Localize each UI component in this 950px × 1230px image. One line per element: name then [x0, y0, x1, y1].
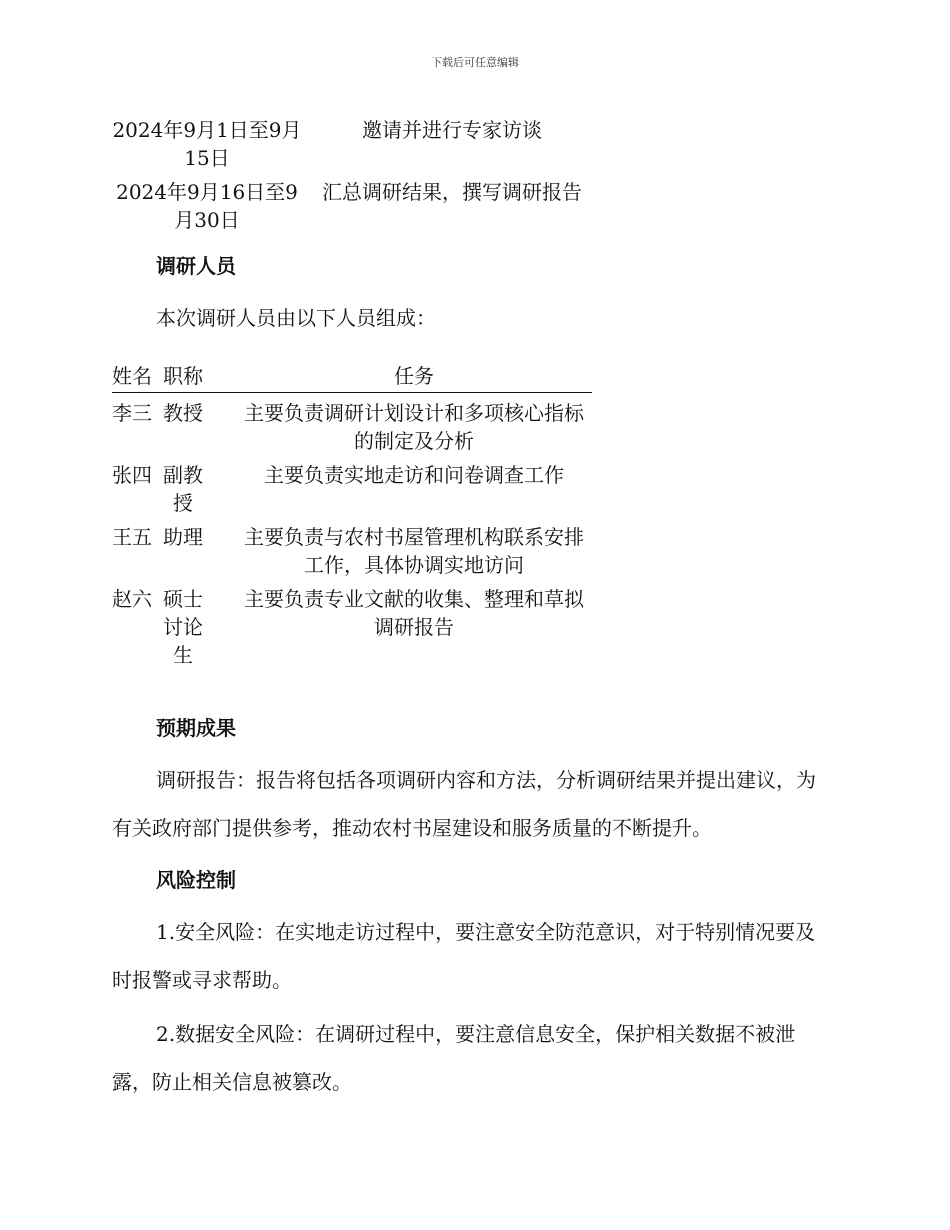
results-heading: 预期成果: [156, 716, 236, 740]
staff-title: 教授: [163, 401, 203, 425]
table-row: [112, 523, 592, 579]
staff-title: 助理: [163, 525, 203, 549]
staff-table: [112, 362, 592, 669]
schedule-task: 汇总调研结果，撰写调研报告: [322, 180, 582, 204]
staff-task: 主要负责调研计划设计和多项核心指标的制定及分析: [244, 401, 584, 453]
schedule-date: 2024年9月16日至9月30日: [116, 180, 298, 232]
staff-title: 副教授: [163, 463, 203, 515]
schedule-date: 2024年9月1日至9月15日: [112, 118, 302, 170]
table-row: [112, 585, 592, 669]
header-task: 任务: [394, 364, 434, 388]
staff-task: 主要负责专业文献的收集、整理和草拟调研报告: [244, 587, 584, 639]
staff-table-header: [112, 362, 592, 393]
header-title: 职称: [163, 364, 203, 388]
risk-item-2: 2.数据安全风险：在调研过程中，要注意信息安全，保护相关数据不被泄露，防止相关信息被篡改。: [112, 1022, 796, 1094]
risk-item-1: 1.安全风险：在实地走访过程中，要注意安全防范意识，对于特别情况要及时报警或寻求帮助。: [112, 920, 816, 992]
staff-name: 王五: [112, 525, 152, 549]
header-name: 姓名: [112, 364, 152, 388]
staff-intro: 本次调研人员由以下人员组成：: [156, 306, 436, 330]
table-row: [112, 399, 592, 455]
staff-name: 李三: [112, 401, 152, 425]
schedule-task: 邀请并进行专家访谈: [362, 118, 542, 142]
staff-heading: 调研人员: [156, 254, 236, 278]
schedule-row: [112, 116, 592, 172]
risk-heading: 风险控制: [156, 868, 236, 892]
schedule-row: [112, 178, 592, 234]
schedule-table: [112, 116, 592, 240]
staff-task: 主要负责实地走访和问卷调查工作: [264, 463, 564, 487]
staff-name: 赵六: [112, 587, 152, 611]
table-row: [112, 461, 592, 517]
page-header-note: 下载后可任意编辑: [431, 56, 519, 69]
staff-task: 主要负责与农村书屋管理机构联系安排工作，具体协调实地访问: [244, 525, 584, 577]
staff-title: 硕士讨论生: [163, 587, 203, 667]
staff-name: 张四: [112, 463, 152, 487]
results-text: 调研报告：报告将包括各项调研内容和方法，分析调研结果并提出建议，为有关政府部门提供参考，推动农村书屋建设和服务质量的不断提升。: [112, 768, 816, 840]
